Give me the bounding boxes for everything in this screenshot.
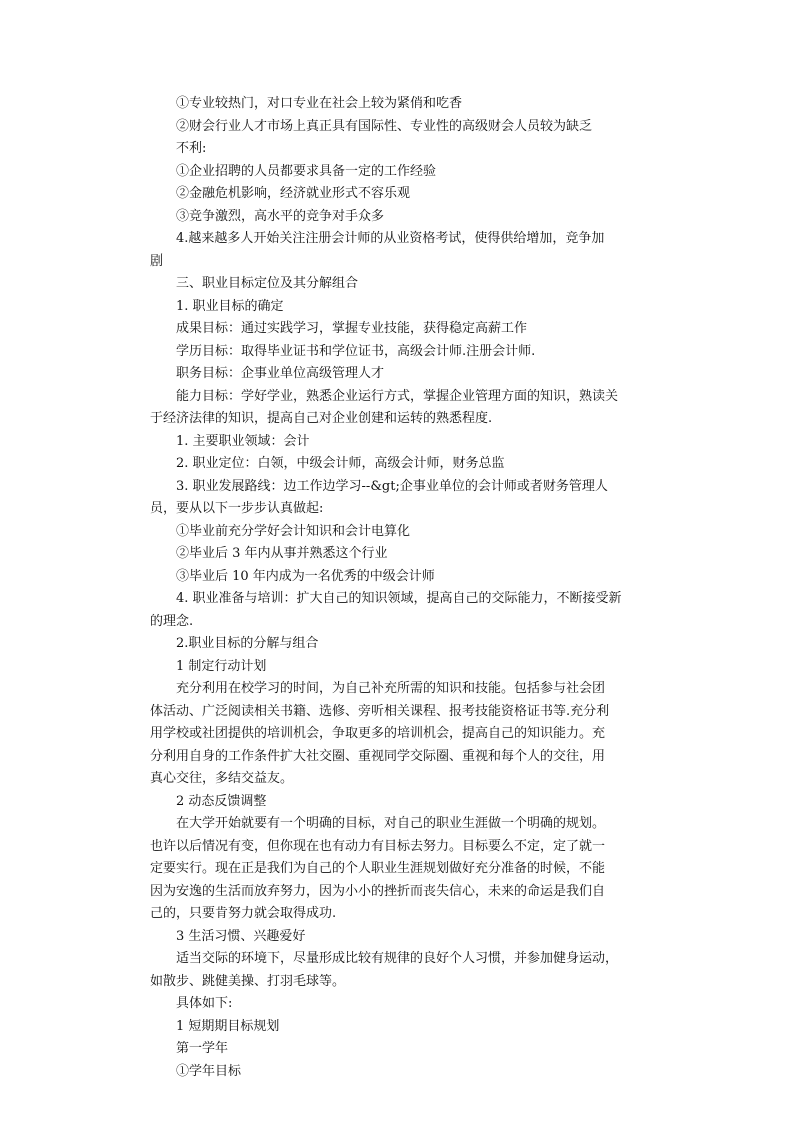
text-line: 体活动、广泛阅读相关书籍、选修、旁听相关课程、报考技能资格证书等.充分利 — [150, 703, 610, 719]
text-line: 也许以后情况有变，但你现在也有动力有目标去努力。目标要么不定，定了就一 — [150, 838, 606, 854]
text-line: 2. 职业定位：白领，中级会计师，高级会计师，财务总监 — [176, 456, 505, 471]
text-line: 真心交往，多结交益友。 — [150, 771, 294, 786]
text-line: 充分利用在校学习的时间，为自己补充所需的知识和技能。包括参与社会团 — [176, 681, 606, 696]
text-line: 剧 — [150, 253, 164, 269]
text-line: 2.职业目标的分解与组合 — [176, 636, 319, 651]
text-line: 定要实行。现在正是我们为自己的个人职业生涯规划做好充分准备的时候，不能 — [150, 861, 606, 876]
text-line: ③竞争激烈，高水平的竞争对手众多 — [176, 208, 385, 224]
text-line: ①企业招聘的人员都要求具备一定的工作经验 — [176, 163, 437, 179]
text-line: 学历目标：取得毕业证书和学位证书，高级会计师.注册会计师. — [176, 343, 536, 359]
text-line: 1 制定行动计划 — [176, 658, 267, 674]
text-line: 3 生活习惯、兴趣爱好 — [176, 928, 306, 944]
document-body — [150, 93, 645, 1083]
text-line: 能力目标：学好学业，熟悉企业运行方式，掌握企业管理方面的知识，熟读关 — [176, 388, 619, 404]
text-line: 不利: — [176, 141, 207, 156]
text-line: 职务目标：企事业单位高级管理人才 — [176, 366, 385, 381]
text-line: ①专业较热门，对口专业在社会上较为紧俏和吃香 — [176, 96, 463, 111]
text-line: 4. 职业准备与培训：扩大自己的知识领域，提高自己的交际能力，不断接受新 — [176, 591, 622, 606]
text-line: 于经济法律的知识，提高自己对企业创建和运转的熟悉程度. — [150, 411, 493, 426]
text-line: 分利用自身的工作条件扩大社交圈、重视同学交际圈、重视和每个人的交往，用 — [150, 748, 606, 764]
text-line: 2 动态反馈调整 — [176, 793, 267, 809]
text-line: 的理念. — [150, 613, 194, 629]
text-line: 三、职业目标定位及其分解组合 — [176, 276, 359, 291]
text-line: 成果目标：通过实践学习，掌握专业技能，获得稳定高薪工作 — [176, 321, 528, 336]
text-line: 3. 职业发展路线：边工作边学习--&gt;企事业单位的会计师或者财务管理人 — [176, 478, 608, 494]
text-line: 1 短期期目标规划 — [176, 1018, 280, 1034]
text-line: ②毕业后 3 年内从事并熟悉这个行业 — [176, 546, 388, 561]
text-line: 适当交际的环境下，尽量形成比较有规律的良好个人习惯，并参加健身运动， — [176, 951, 619, 966]
text-line: 己的，只要肯努力就会取得成功. — [150, 906, 337, 921]
text-line: 在大学开始就要有一个明确的目标，对自己的职业生涯做一个明确的规划。 — [176, 816, 606, 831]
text-line: 4.越来越多人开始关注注册会计师的从业资格考试，使得供给增加，竞争加 — [176, 231, 605, 246]
text-line: 1. 主要职业领域：会计 — [176, 433, 310, 449]
text-line: ③毕业后 10 年内成为一名优秀的中级会计师 — [176, 568, 435, 584]
text-line: ②金融危机影响，经济就业形式不容乐观 — [176, 186, 411, 201]
text-line: ②财会行业人才市场上真正具有国际性、专业性的高级财会人员较为缺乏 — [176, 118, 593, 134]
text-line: 第一学年 — [176, 1041, 229, 1056]
text-line: 用学校或社团提供的培训机会，争取更多的培训机会，提高自己的知识能力。充 — [150, 726, 606, 741]
text-line: 1. 职业目标的确定 — [176, 298, 284, 314]
text-line: 如散步、跳健美操、打羽毛球等。 — [150, 973, 346, 989]
text-line: ①学年目标 — [176, 1063, 242, 1079]
text-line: 员，要从以下一步步认真做起: — [150, 501, 324, 516]
text-line: 具体如下: — [176, 996, 233, 1011]
text-line: 因为安逸的生活而放弃努力，因为小小的挫折而丧失信心，未来的命运是我们自 — [150, 883, 606, 899]
text-line: ①毕业前充分学好会计知识和会计电算化 — [176, 523, 411, 539]
